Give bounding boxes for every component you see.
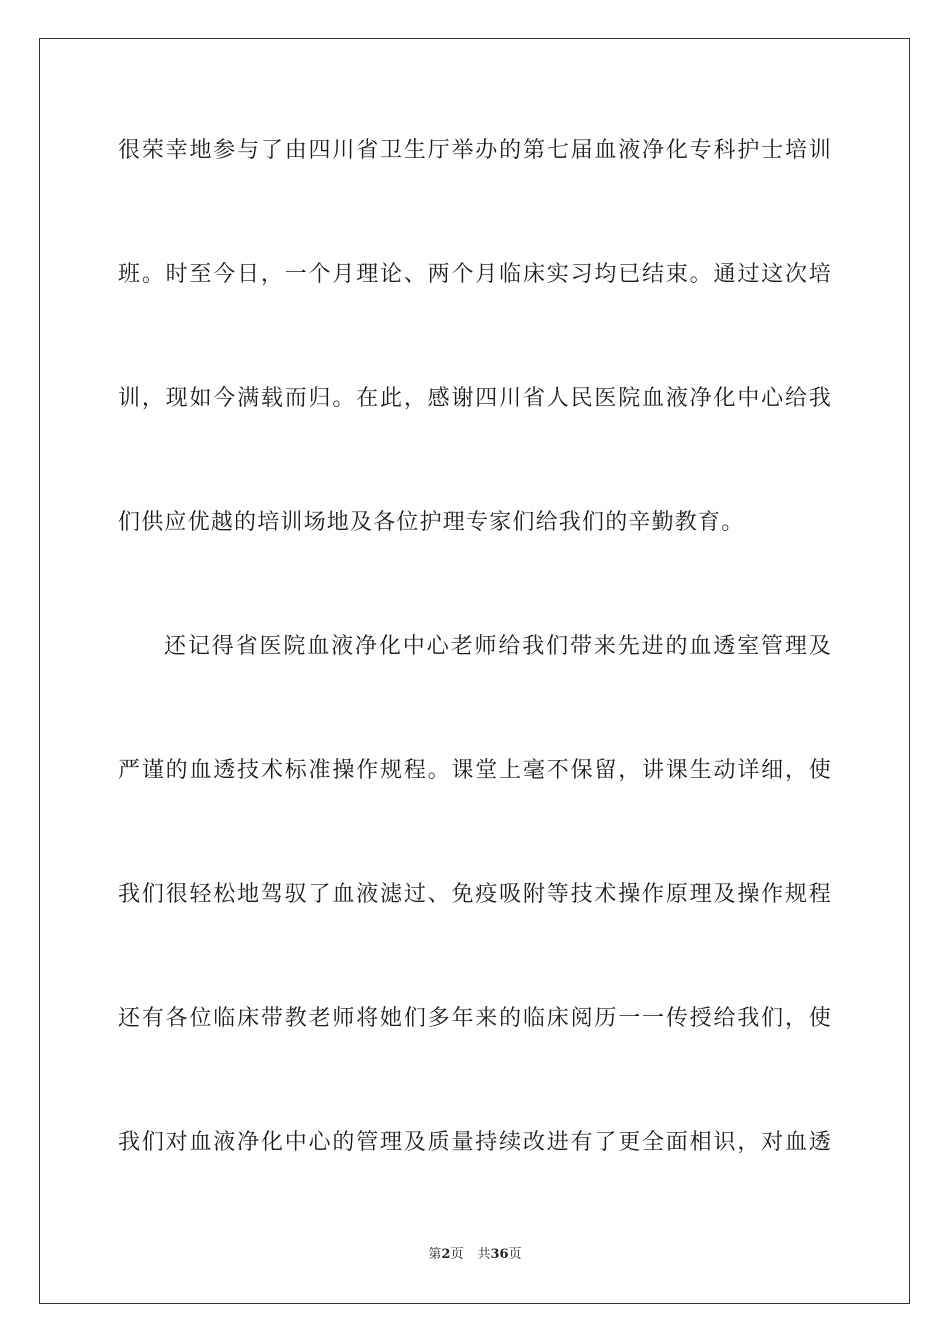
page-footer [0,1247,950,1263]
total-pages: 36 [490,1247,509,1262]
paragraph-1-line-2: 班。时至今日，一个月理论、两个月临床实习均已结束。通过这次培 [118,262,832,287]
total-suffix: 页 [508,1247,522,1262]
paragraph-1-line-4: 们供应优越的培训场地及各位护理专家们给我们的辛勤教育。 [118,510,745,535]
paragraph-1-line-3: 训，现如今满载而归。在此，感谢四川省人民医院血液净化中心给我 [118,386,832,411]
paragraph-2-line-3: 我们很轻松地驾驭了血液滤过、免疫吸附等技术操作原理及操作规程 [118,882,832,907]
paragraph-2-line-4: 还有各位临床带教老师将她们多年来的临床阅历一一传授给我们，使 [118,1006,832,1031]
page-suffix: 页 [450,1247,464,1262]
paragraph-2-line-1: 还记得省医院血液净化中心老师给我们带来先进的血透室管理及 [164,634,832,659]
paragraph-2-line-2: 严谨的血透技术标准操作规程。课堂上毫不保留，讲课生动详细，使 [118,758,832,783]
page-number: 2 [441,1247,451,1262]
paragraph-1-line-1: 很荣幸地参与了由四川省卫生厅举办的第七届血液净化专科护士培训 [118,138,832,163]
paragraph-2-line-5: 我们对血液净化中心的管理及质量持续改进有了更全面相识，对血透 [118,1130,832,1155]
total-prefix: 共 [477,1247,491,1262]
page-prefix: 第 [428,1247,442,1262]
page-border [39,38,910,1304]
